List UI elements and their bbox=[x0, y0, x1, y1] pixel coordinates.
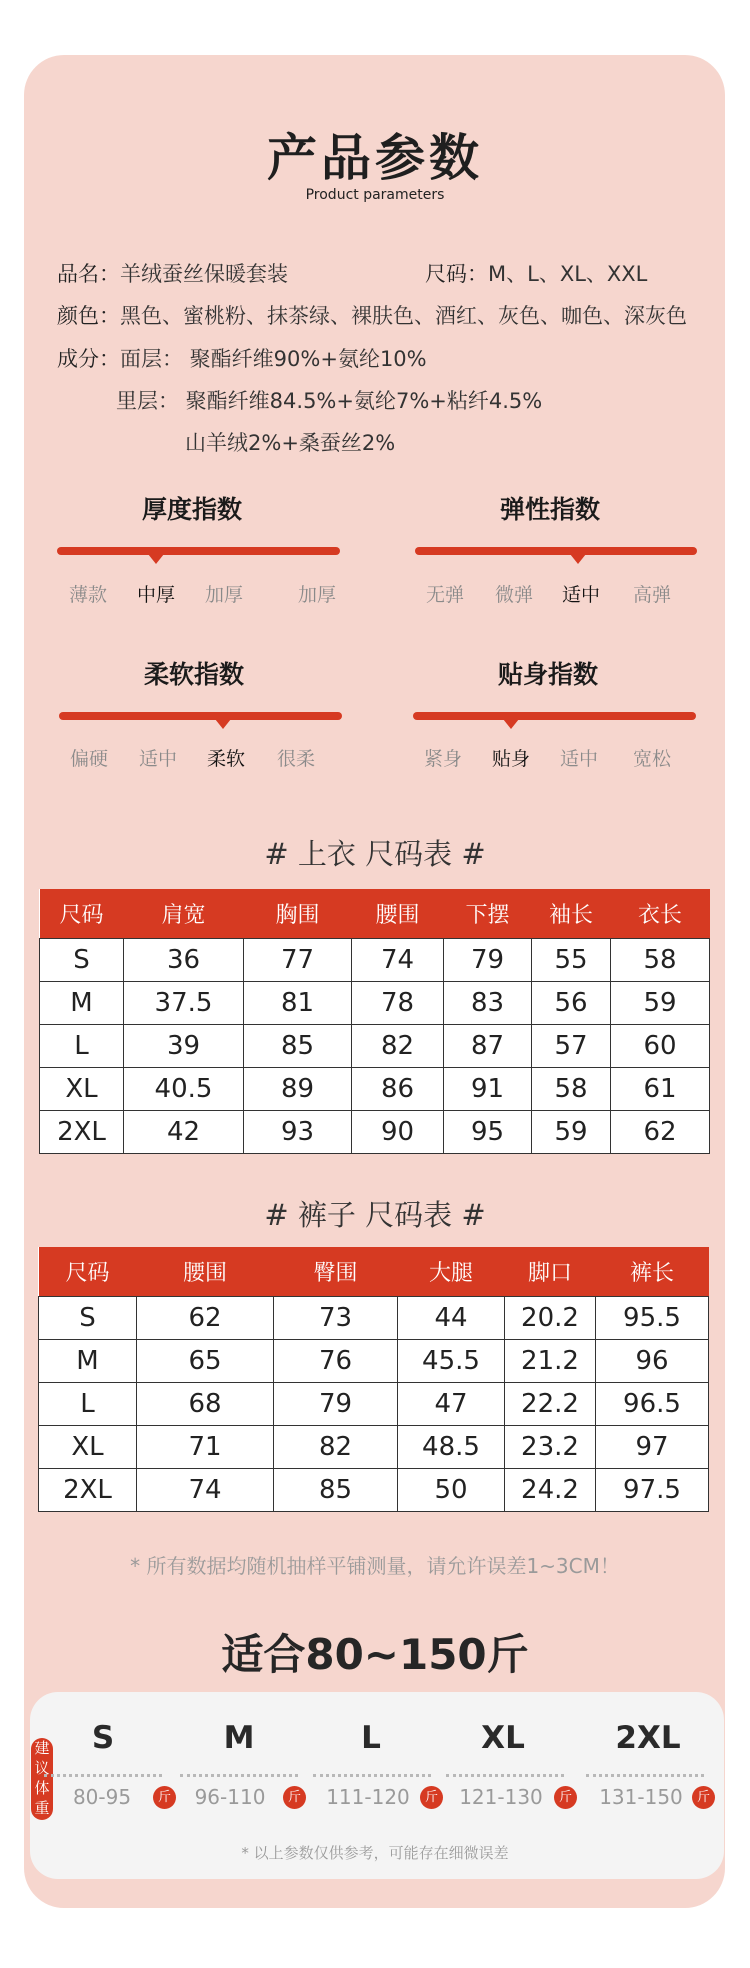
elasticity-level-3: 适中 bbox=[561, 584, 600, 606]
fit-size-m: M bbox=[223, 1720, 255, 1756]
softness-index-pointer bbox=[215, 719, 231, 729]
table-cell: 74 bbox=[137, 1469, 274, 1512]
composition-label: 成分： bbox=[57, 347, 120, 371]
table-cell: 40.5 bbox=[124, 1068, 244, 1111]
fit-divider bbox=[586, 1774, 704, 1777]
pants-header-thigh: 大腿 bbox=[398, 1247, 505, 1297]
fit-level-4: 宽松 bbox=[632, 748, 671, 770]
table-cell: 47 bbox=[398, 1383, 505, 1426]
top-size-table-title: # 上衣 尺码表 # bbox=[264, 837, 486, 871]
table-cell: 45.5 bbox=[398, 1340, 505, 1383]
table-row bbox=[40, 982, 710, 1025]
elasticity-level-2: 微弹 bbox=[494, 584, 533, 606]
top-header-chest: 胸围 bbox=[244, 889, 352, 939]
table-row bbox=[39, 1469, 709, 1512]
jin-unit-badge: 斤 bbox=[692, 1786, 715, 1809]
table-cell: 21.2 bbox=[505, 1340, 596, 1383]
jin-unit-badge: 斤 bbox=[554, 1786, 577, 1809]
pants-header-waist: 腰围 bbox=[137, 1247, 274, 1297]
table-cell: 48.5 bbox=[398, 1426, 505, 1469]
recommended-weight-badge: 建议体重 bbox=[31, 1738, 53, 1820]
fit-range-2xl: 131-150 bbox=[599, 1785, 683, 1809]
jin-unit-badge: 斤 bbox=[420, 1786, 443, 1809]
table-cell: 55 bbox=[532, 939, 611, 982]
table-cell: 95 bbox=[444, 1111, 532, 1154]
table-cell: 59 bbox=[532, 1111, 611, 1154]
table-cell: 87 bbox=[444, 1025, 532, 1068]
table-cell: S bbox=[39, 1297, 137, 1340]
elasticity-level-4: 高弹 bbox=[632, 584, 671, 606]
fit-level-2: 贴身 bbox=[491, 748, 530, 770]
measurement-note: * 所有数据均随机抽样平铺测量，请允许误差1~3CM！ bbox=[130, 1554, 620, 1578]
table-cell: 89 bbox=[244, 1068, 352, 1111]
table-cell: 82 bbox=[352, 1025, 444, 1068]
softness-level-2: 适中 bbox=[138, 748, 177, 770]
elasticity-index-bar bbox=[415, 547, 697, 555]
table-cell: 36 bbox=[124, 939, 244, 982]
fit-index-title: 贴身指数 bbox=[497, 660, 598, 689]
table-row bbox=[40, 1025, 710, 1068]
fit-divider bbox=[180, 1774, 298, 1777]
table-row bbox=[39, 1340, 709, 1383]
pants-header-size: 尺码 bbox=[39, 1247, 137, 1297]
table-cell: 74 bbox=[352, 939, 444, 982]
top-header-length: 衣长 bbox=[611, 889, 710, 939]
fit-divider bbox=[313, 1774, 431, 1777]
table-cell: 37.5 bbox=[124, 982, 244, 1025]
composition-line-2: 里层： 聚酯纤维84.5%+氨纶7%+粘纤4.5% bbox=[116, 389, 543, 413]
top-size-table bbox=[39, 889, 710, 1154]
fit-index-pointer bbox=[503, 719, 519, 729]
fit-divider bbox=[446, 1774, 564, 1777]
top-header-sleeve: 袖长 bbox=[532, 889, 611, 939]
table-cell: 62 bbox=[611, 1111, 710, 1154]
table-cell: L bbox=[39, 1383, 137, 1426]
fit-range-xl: 121-130 bbox=[459, 1785, 543, 1809]
table-cell: 50 bbox=[398, 1469, 505, 1512]
table-cell: 91 bbox=[444, 1068, 532, 1111]
table-row bbox=[40, 1111, 710, 1154]
table-row bbox=[40, 1068, 710, 1111]
table-cell: 78 bbox=[352, 982, 444, 1025]
table-cell: 76 bbox=[274, 1340, 398, 1383]
table-cell: 24.2 bbox=[505, 1469, 596, 1512]
table-cell: 59 bbox=[611, 982, 710, 1025]
table-cell: 79 bbox=[274, 1383, 398, 1426]
table-cell: 93 bbox=[244, 1111, 352, 1154]
pants-header-hip: 臀围 bbox=[274, 1247, 398, 1297]
pants-size-table bbox=[38, 1247, 709, 1512]
thickness-level-1: 薄款 bbox=[68, 584, 107, 606]
table-row bbox=[39, 1426, 709, 1469]
table-cell: M bbox=[40, 982, 124, 1025]
composition-line-3: 山羊绒2%+桑蚕丝2% bbox=[185, 431, 396, 455]
fit-level-1: 紧身 bbox=[423, 748, 462, 770]
table-cell: XL bbox=[40, 1068, 124, 1111]
composition-line-1: 面层： 聚酯纤维90%+氨纶10% bbox=[120, 347, 427, 371]
table-cell: 86 bbox=[352, 1068, 444, 1111]
table-cell: 96 bbox=[596, 1340, 709, 1383]
table-cell: 97.5 bbox=[596, 1469, 709, 1512]
pants-table-header-row bbox=[39, 1247, 709, 1297]
pants-header-leg-opening: 脚口 bbox=[505, 1247, 596, 1297]
table-cell: 90 bbox=[352, 1111, 444, 1154]
table-row bbox=[40, 939, 710, 982]
softness-level-1: 偏硬 bbox=[69, 748, 108, 770]
table-cell: 58 bbox=[611, 939, 710, 982]
product-name-value: 羊绒蚕丝保暖套装 bbox=[120, 262, 288, 286]
top-header-hem: 下摆 bbox=[444, 889, 532, 939]
fit-range-s: 80-95 bbox=[72, 1785, 132, 1809]
softness-index-bar bbox=[59, 712, 342, 720]
fit-size-2xl: 2XL bbox=[615, 1720, 681, 1756]
jin-unit-badge: 斤 bbox=[153, 1786, 176, 1809]
color-value: 黑色、蜜桃粉、抹茶绿、裸肤色、酒红、灰色、咖色、深灰色 bbox=[120, 304, 687, 328]
table-row bbox=[39, 1297, 709, 1340]
table-cell: 81 bbox=[244, 982, 352, 1025]
table-cell: L bbox=[40, 1025, 124, 1068]
size-label: 尺码： bbox=[425, 262, 488, 286]
table-cell: 83 bbox=[444, 982, 532, 1025]
elasticity-index-pointer bbox=[570, 554, 586, 564]
table-cell: 85 bbox=[244, 1025, 352, 1068]
table-row bbox=[39, 1383, 709, 1426]
product-name-row bbox=[57, 258, 288, 288]
table-cell: XL bbox=[39, 1426, 137, 1469]
table-cell: 58 bbox=[532, 1068, 611, 1111]
jin-unit-badge: 斤 bbox=[283, 1786, 306, 1809]
thickness-index-title: 厚度指数 bbox=[141, 495, 242, 524]
thickness-level-2: 中厚 bbox=[136, 584, 175, 606]
fit-size-xl: XL bbox=[481, 1720, 525, 1756]
elasticity-level-1: 无弹 bbox=[425, 584, 464, 606]
table-cell: 73 bbox=[274, 1297, 398, 1340]
table-cell: 2XL bbox=[40, 1111, 124, 1154]
thickness-level-3: 加厚 bbox=[204, 584, 243, 606]
fit-size-l: L bbox=[361, 1720, 381, 1756]
table-cell: 2XL bbox=[39, 1469, 137, 1512]
thickness-index-pointer bbox=[148, 554, 164, 564]
table-cell: 68 bbox=[137, 1383, 274, 1426]
table-cell: 95.5 bbox=[596, 1297, 709, 1340]
table-cell: 85 bbox=[274, 1469, 398, 1512]
table-cell: 97 bbox=[596, 1426, 709, 1469]
table-cell: 96.5 bbox=[596, 1383, 709, 1426]
pants-size-table-title: # 裤子 尺码表 # bbox=[264, 1198, 486, 1232]
size-row bbox=[425, 258, 647, 288]
table-cell: 65 bbox=[137, 1340, 274, 1383]
top-header-waist: 腰围 bbox=[352, 889, 444, 939]
table-cell: 82 bbox=[274, 1426, 398, 1469]
table-cell: 22.2 bbox=[505, 1383, 596, 1426]
table-cell: 79 bbox=[444, 939, 532, 982]
table-cell: 42 bbox=[124, 1111, 244, 1154]
page-title: 产品参数 bbox=[267, 129, 483, 187]
table-cell: M bbox=[39, 1340, 137, 1383]
fit-divider bbox=[44, 1774, 162, 1777]
fit-range-m: 96-110 bbox=[194, 1785, 266, 1809]
color-row bbox=[57, 300, 687, 330]
table-cell: 56 bbox=[532, 982, 611, 1025]
table-cell: 60 bbox=[611, 1025, 710, 1068]
fit-index-bar bbox=[413, 712, 696, 720]
table-cell: 39 bbox=[124, 1025, 244, 1068]
softness-level-4: 很柔 bbox=[276, 748, 315, 770]
softness-level-3: 柔软 bbox=[206, 748, 245, 770]
top-table-header-row bbox=[40, 889, 710, 939]
fit-level-3: 适中 bbox=[559, 748, 598, 770]
table-cell: 71 bbox=[137, 1426, 274, 1469]
table-cell: 23.2 bbox=[505, 1426, 596, 1469]
top-header-shoulder: 肩宽 bbox=[124, 889, 244, 939]
thickness-level-4: 加厚 bbox=[297, 584, 336, 606]
table-cell: 77 bbox=[244, 939, 352, 982]
fit-size-s: S bbox=[91, 1720, 115, 1756]
page-subtitle: Product parameters bbox=[305, 187, 445, 203]
elasticity-index-title: 弹性指数 bbox=[499, 495, 600, 524]
product-name-label: 品名： bbox=[57, 262, 120, 286]
table-cell: 62 bbox=[137, 1297, 274, 1340]
table-cell: S bbox=[40, 939, 124, 982]
table-cell: 20.2 bbox=[505, 1297, 596, 1340]
table-cell: 44 bbox=[398, 1297, 505, 1340]
fit-range-l: 111-120 bbox=[326, 1785, 410, 1809]
table-cell: 61 bbox=[611, 1068, 710, 1111]
reference-footnote: * 以上参数仅供参考，可能存在细微误差 bbox=[241, 1844, 509, 1862]
composition-row bbox=[57, 343, 427, 373]
softness-index-title: 柔软指数 bbox=[143, 660, 244, 689]
top-header-size: 尺码 bbox=[40, 889, 124, 939]
color-label: 颜色： bbox=[57, 304, 120, 328]
thickness-index-bar bbox=[57, 547, 340, 555]
pants-header-length: 裤长 bbox=[596, 1247, 709, 1297]
weight-fit-title: 适合80~150斤 bbox=[221, 1630, 529, 1679]
size-value: M、L、XL、XXL bbox=[488, 262, 648, 286]
table-cell: 57 bbox=[532, 1025, 611, 1068]
